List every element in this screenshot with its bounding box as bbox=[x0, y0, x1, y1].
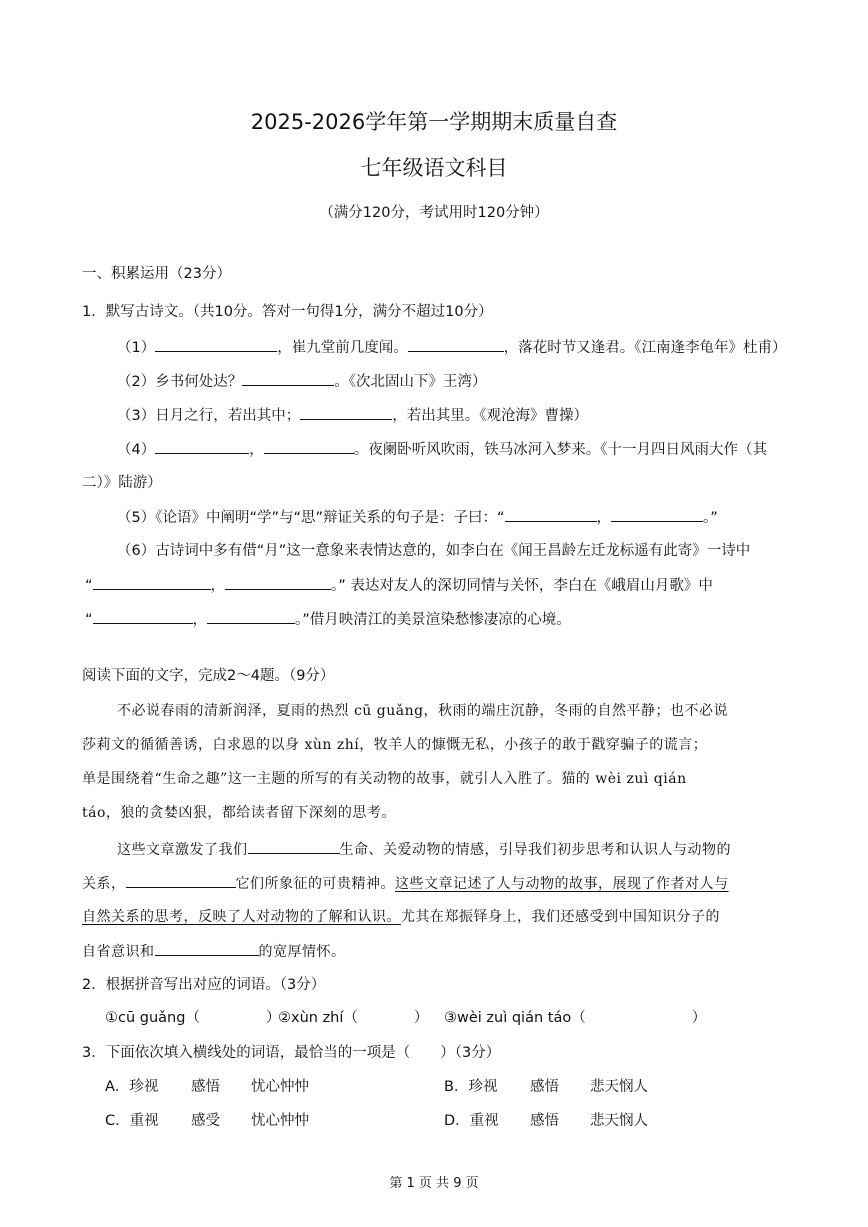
answer-blank[interactable] bbox=[242, 371, 334, 386]
q2-item-1 bbox=[105, 1008, 280, 1028]
option-word: 悲天悯人 bbox=[590, 1079, 648, 1095]
answer-blank[interactable] bbox=[93, 609, 193, 624]
q1-stem: 1．默写古诗文。（共10分。答对一句得1分，满分不超过10分） bbox=[82, 304, 493, 320]
underlined-sentence: 自然关系的思考，反映了人对动物的了解和认识。 bbox=[82, 909, 401, 925]
answer-blank[interactable] bbox=[155, 337, 277, 352]
option-word: 感悟 bbox=[191, 1079, 220, 1095]
q1-5-sep: ， bbox=[596, 510, 612, 526]
q1-5-tail: 。” bbox=[703, 510, 718, 526]
q1-3-text: （3）日月之行，若出其中； bbox=[117, 408, 301, 424]
passage-text: 尤其在郑振铎身上，我们还感受到中国知识分子的 bbox=[401, 909, 720, 925]
q1-line-6: （6）古诗词中多有借“月”这一意象来表情达意的，如李白在《闻王昌龄左迁龙标遥有此寄》一诗中 bbox=[117, 543, 751, 559]
quote-open: “ bbox=[85, 578, 93, 594]
q3-option-d[interactable] bbox=[444, 1111, 648, 1131]
answer-blank[interactable] bbox=[248, 839, 340, 854]
answer-blank[interactable] bbox=[225, 575, 331, 590]
underlined-sentence: 这些文章记述了人与动物的故事，展现了作者对人与 bbox=[395, 876, 729, 892]
passage-line bbox=[82, 907, 720, 927]
answer-blank[interactable] bbox=[264, 439, 354, 454]
q1-line-6c bbox=[85, 609, 571, 630]
option-label: C．重视 bbox=[105, 1113, 159, 1129]
exam-subtitle: 七年级语文科目 bbox=[360, 156, 508, 180]
passage-text: 它们所象征的可贵精神。 bbox=[235, 876, 395, 892]
q3-option-b[interactable] bbox=[444, 1077, 648, 1097]
q2-item-3 bbox=[444, 1008, 706, 1028]
passage-line: 单是围绕着“生命之趣”这一主题的所写的有关动物的故事，就引人入胜了。猫的 wèi zuì qián bbox=[82, 771, 687, 787]
q2-stem: 2．根据拼音写出对应的词语。（3分） bbox=[82, 977, 326, 993]
answer-blank[interactable] bbox=[155, 941, 259, 956]
answer-blank[interactable] bbox=[505, 507, 597, 522]
answer-blank[interactable] bbox=[93, 575, 211, 590]
q1-line-3 bbox=[117, 405, 588, 426]
q1-4-label: （4） bbox=[117, 442, 156, 458]
q2-pinyin: ③wèi zuì qián táo（ bbox=[444, 1010, 586, 1026]
option-word: 感悟 bbox=[530, 1113, 559, 1129]
q1-1-text: ，崔九堂前几度闻。 bbox=[277, 340, 408, 356]
q3-stem bbox=[82, 1043, 500, 1063]
q1-line-5 bbox=[117, 507, 718, 528]
q2-pinyin: ②xùn zhí（ bbox=[278, 1010, 358, 1026]
passage-line bbox=[82, 941, 346, 962]
passage-text: 自省意识和 bbox=[82, 944, 155, 960]
passage-text: 的宽厚情怀。 bbox=[258, 944, 346, 960]
q1-line-6b bbox=[85, 575, 713, 596]
section-heading: 一、积累运用（23分） bbox=[82, 266, 231, 282]
option-label: D．重视 bbox=[444, 1113, 499, 1129]
q3-score: ）（3分） bbox=[440, 1045, 501, 1061]
q2-pinyin: ①cū guǎng（ bbox=[105, 1010, 200, 1026]
q1-3-tail: ，若出其里。《观沧海》曹操） bbox=[392, 408, 588, 424]
option-word: 感受 bbox=[191, 1113, 220, 1129]
passage-line: táo，狼的贪婪凶狠，都给读者留下深刻的思考。 bbox=[82, 805, 396, 821]
quote-open: “ bbox=[85, 612, 93, 628]
answer-blank[interactable] bbox=[611, 507, 703, 522]
q1-6-sep: ， bbox=[192, 612, 208, 628]
passage-text: 关系， bbox=[82, 876, 126, 892]
option-label: B．珍视 bbox=[444, 1079, 498, 1095]
passage-text: 这些文章激发了我们 bbox=[117, 842, 248, 858]
q1-line-2 bbox=[117, 371, 486, 392]
option-word: 忧心忡忡 bbox=[251, 1079, 309, 1095]
passage-line bbox=[117, 839, 731, 860]
q3-option-a[interactable] bbox=[105, 1077, 309, 1097]
exam-note: （满分120分，考试用时120分钟） bbox=[319, 205, 549, 221]
option-label: A．珍视 bbox=[105, 1079, 159, 1095]
q2-paren-close: ） bbox=[265, 1010, 281, 1026]
q1-2-tail: 。《次北固山下》王湾） bbox=[334, 374, 487, 390]
exam-title: 2025-2026学年第一学期期末质量自查 bbox=[250, 110, 618, 134]
q1-6-sep: ， bbox=[210, 578, 226, 594]
q3-text: 3．下面依次填入横线处的词语，最恰当的一项是（ bbox=[82, 1045, 411, 1061]
passage-text: 生命、关爱动物的情感，引导我们初步思考和认识人与动物的 bbox=[339, 842, 731, 858]
answer-blank[interactable] bbox=[207, 609, 295, 624]
q1-6-tail: 。”借月映清江的美景渲染愁惨凄凉的心境。 bbox=[295, 612, 571, 628]
answer-blank[interactable] bbox=[408, 337, 504, 352]
page-number: 第 1 页 共 9 页 bbox=[389, 1176, 479, 1191]
q2-paren-close: ） bbox=[691, 1010, 707, 1026]
q1-6-text: 。” 表达对友人的深切同情与关怀，李白在《峨眉山月歌》中 bbox=[331, 578, 713, 594]
q1-1-tail: ，落花时节又逢君。《江南逢李龟年》杜甫） bbox=[503, 340, 787, 356]
passage-line: 莎莉文的循循善诱，白求恩的以身 xùn zhí，牧羊人的慷慨无私，小孩子的敢于戳穿骗子的谎言； bbox=[82, 737, 708, 753]
option-word: 感悟 bbox=[530, 1079, 559, 1095]
q3-option-c[interactable] bbox=[105, 1111, 309, 1131]
option-word: 忧心忡忡 bbox=[251, 1113, 309, 1129]
q1-1-label: （1） bbox=[117, 340, 156, 356]
q1-4-sep: ， bbox=[249, 442, 264, 458]
q2-item-2 bbox=[278, 1008, 428, 1028]
passage-line: 不必说春雨的清新润泽，夏雨的热烈 cū guǎng，秋雨的端庄沉静，冬雨的自然平静；也不必说 bbox=[117, 703, 729, 719]
option-word: 悲天悯人 bbox=[590, 1113, 648, 1129]
q2-paren-close: ） bbox=[413, 1010, 429, 1026]
passage-line bbox=[82, 873, 729, 894]
answer-blank[interactable] bbox=[126, 873, 236, 888]
q1-line-4-cont: 二）》陆游） bbox=[82, 475, 162, 491]
q1-line-4 bbox=[117, 439, 767, 460]
reading-intro: 阅读下面的文字，完成2～4题。（9分） bbox=[82, 668, 335, 684]
q1-2-text: （2）乡书何处达？ bbox=[117, 374, 243, 390]
q1-line-1 bbox=[117, 337, 786, 358]
q1-4-text: 。夜阑卧听风吹雨，铁马冰河入梦来。《十一月四日风雨大作（其 bbox=[353, 442, 767, 458]
answer-blank[interactable] bbox=[155, 439, 249, 454]
q1-5-text: （5）《论语》中阐明“学”与“思”辩证关系的句子是：子曰：“ bbox=[117, 510, 505, 526]
answer-blank[interactable] bbox=[300, 405, 392, 420]
